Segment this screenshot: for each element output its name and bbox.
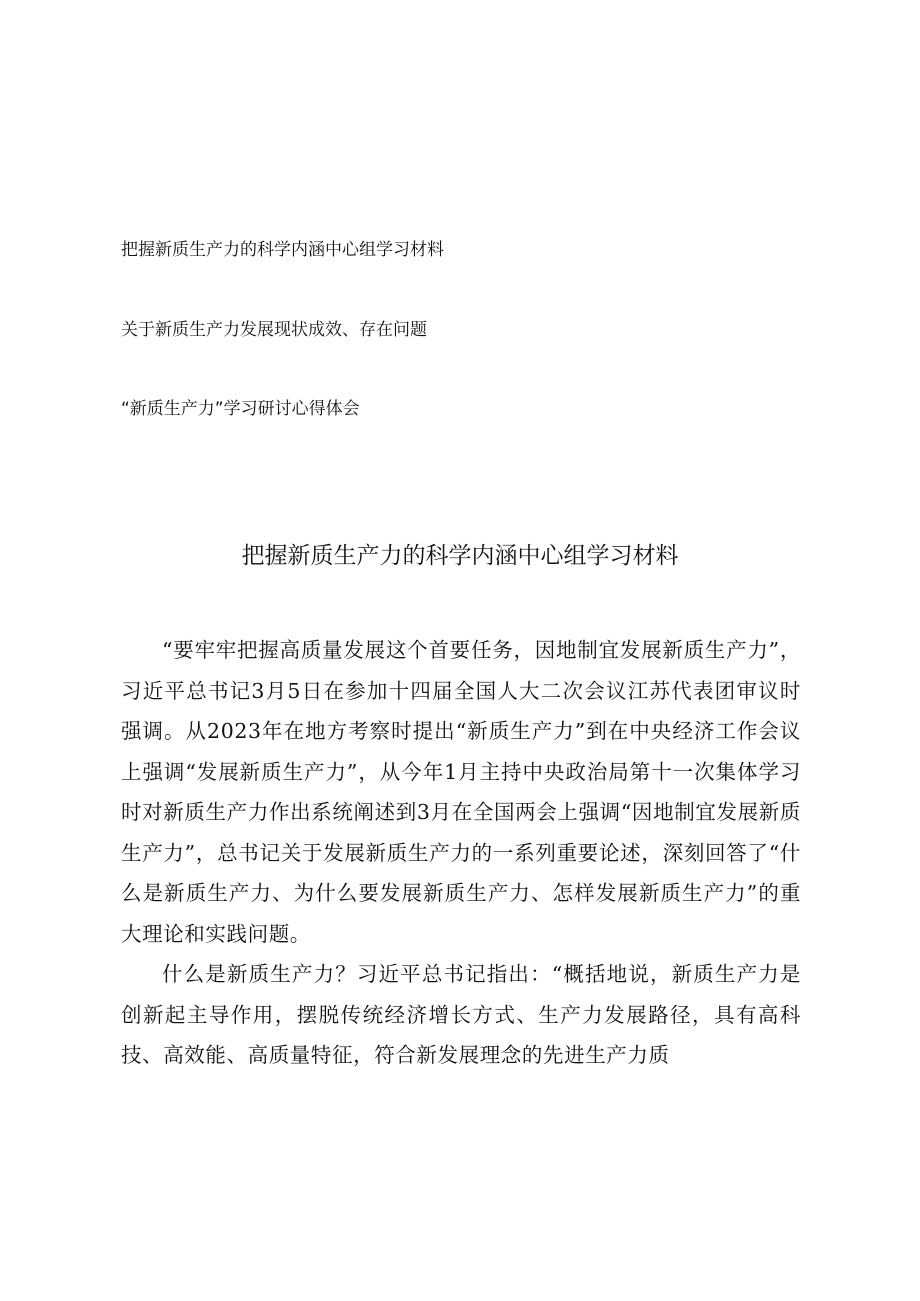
paragraph-1: “要牢牢把握高质量发展这个首要任务，因地制宜发展新质生产力”，习近平总书记3月5日在参加十四届全国人大二次会议江苏代表团审议时强调。从2023年在地方考察时提出“新质生产力”到在中央经济工作会议上强调“发展新质生产力”，从今年1月主持中央政治局第十一次集体学习时对新质生产力作出系统阐述到3月在全国两会上强调“因地制宜发展新质生产力”，总书记关于发展新质生产力的一系列重要论述，深刻回答了“什么是新质生产力、为什么要发展新质生产力、怎样发展新质生产力”的重大理论和实践问题。 [121,638,801,946]
toc-item-1: 把握新质生产力的科学内涵中心组学习材料 [121,240,444,260]
document-body [121,630,801,1076]
paragraph-2: 什么是新质生产力？习近平总书记指出：“概括地说，新质生产力是创新起主导作用，摆脱传统经济增长方式、生产力发展路径，具有高科技、高效能、高质量特征，符合新发展理念的先进生产力质 [121,962,801,1067]
toc-item-2: 关于新质生产力发展现状成效、存在问题 [121,320,427,340]
toc-item-3: “新质生产力”学习研讨心得体会 [121,399,360,419]
document-title: 把握新质生产力的科学内涵中心组学习材料 [241,543,679,569]
